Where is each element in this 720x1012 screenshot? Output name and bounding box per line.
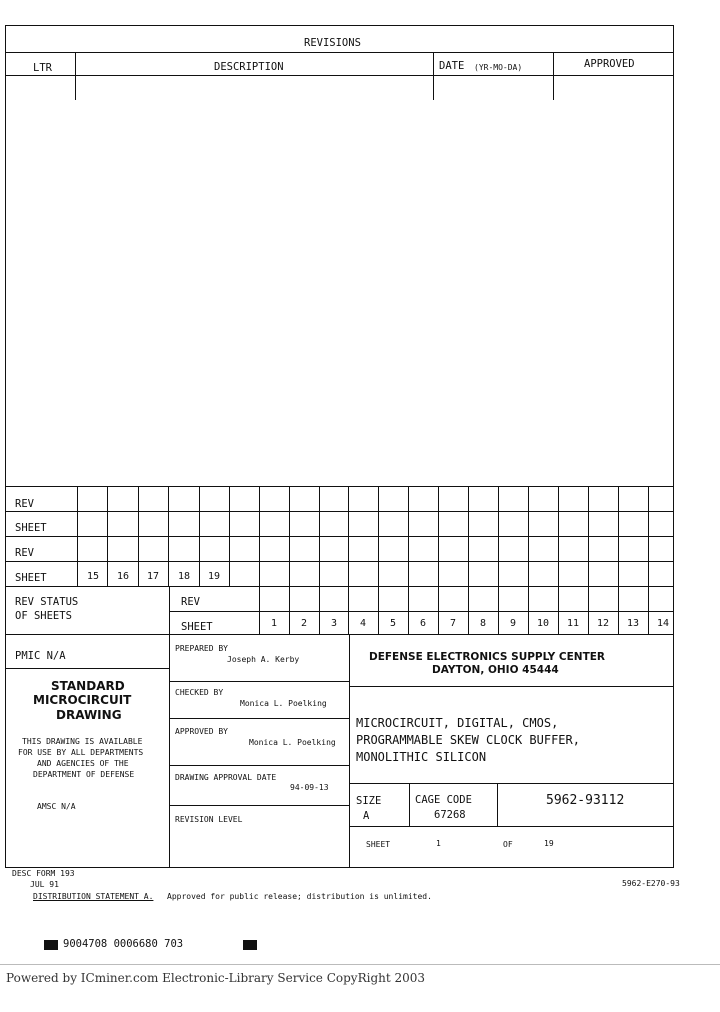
sheet-number-1: 1 xyxy=(270,618,278,629)
approval-date-label: DRAWING APPROVAL DATE xyxy=(175,773,277,782)
availability-text-3: AND AGENCIES OF THE xyxy=(37,759,129,768)
divider xyxy=(5,561,674,562)
divider xyxy=(348,486,349,634)
divider xyxy=(349,686,674,687)
divider xyxy=(5,511,674,512)
document-number: 5962-93112 xyxy=(546,793,625,808)
divider xyxy=(75,52,76,100)
divider xyxy=(319,486,320,634)
form-code: 5962-E270-93 xyxy=(622,879,680,888)
sheet-number-11: 11 xyxy=(566,618,580,629)
sheet-number-12: 12 xyxy=(596,618,610,629)
divider xyxy=(409,783,410,826)
org-address: DAYTON, OHIO 45444 xyxy=(432,664,559,676)
cage-code-label: CAGE CODE xyxy=(415,794,472,806)
barcode-mark-left xyxy=(44,940,58,950)
divider xyxy=(289,486,290,634)
pmic-label: PMIC N/A xyxy=(15,650,66,662)
divider xyxy=(5,52,674,53)
sheet-number-10: 10 xyxy=(536,618,550,629)
barcode-text: 9004708 0006680 703 xyxy=(63,938,184,950)
grid-row-rev-2: REV xyxy=(15,547,34,559)
distribution-text: Approved for public release; distribution is unlimited. xyxy=(167,892,432,901)
divider xyxy=(648,486,649,634)
divider xyxy=(5,668,169,669)
divider xyxy=(5,75,674,76)
availability-text-1: THIS DRAWING IS AVAILABLE xyxy=(22,737,143,746)
divider xyxy=(229,486,230,586)
size-value: A xyxy=(363,810,370,822)
sheet-number-2: 2 xyxy=(300,618,308,629)
divider xyxy=(5,586,674,587)
of-label: OF xyxy=(503,840,513,849)
divider xyxy=(497,783,498,826)
divider xyxy=(433,52,434,100)
divider xyxy=(468,486,469,634)
availability-text-4: DEPARTMENT OF DEFENSE xyxy=(33,770,135,779)
divider xyxy=(169,586,170,634)
sheet-number-4: 4 xyxy=(359,618,367,629)
standard-title-1: STANDARD xyxy=(51,679,125,693)
revisions-col-date: DATE xyxy=(439,60,465,72)
divider xyxy=(408,486,409,634)
revisions-col-description: DESCRIPTION xyxy=(214,61,284,73)
approval-date: 94-09-13 xyxy=(290,783,329,792)
form-number: DESC FORM 193 xyxy=(12,869,75,878)
sheet-number-3: 3 xyxy=(330,618,338,629)
sheet-number-13: 13 xyxy=(626,618,640,629)
prepared-by-label: PREPARED BY xyxy=(175,644,228,653)
divider xyxy=(438,486,439,634)
sheet-number-19: 19 xyxy=(207,571,221,582)
sheet-number-17: 17 xyxy=(146,571,160,582)
availability-text-2: FOR USE BY ALL DEPARTMENTS xyxy=(18,748,144,757)
divider xyxy=(169,805,349,806)
cage-code-value: 67268 xyxy=(434,809,466,821)
distribution-label: DISTRIBUTION STATEMENT A. xyxy=(33,892,154,901)
status-sheet-label: SHEET xyxy=(181,621,213,633)
rev-status-label-2: OF SHEETS xyxy=(15,610,72,622)
sheet-number-14: 14 xyxy=(656,618,670,629)
sheet-value: 1 xyxy=(436,839,441,848)
footer-rule xyxy=(0,964,720,965)
status-rev-label: REV xyxy=(181,596,200,608)
standard-title-3: DRAWING xyxy=(56,708,122,722)
sheet-label: SHEET xyxy=(366,840,391,849)
divider xyxy=(5,634,674,635)
revisions-col-ltr: LTR xyxy=(33,62,52,74)
part-title-3: MONOLITHIC SILICON xyxy=(356,750,487,764)
sheet-number-5: 5 xyxy=(389,618,397,629)
org-name: DEFENSE ELECTRONICS SUPPLY CENTER xyxy=(369,651,606,663)
revisions-title: REVISIONS xyxy=(304,37,361,49)
divider xyxy=(5,536,674,537)
divider xyxy=(498,486,499,634)
approved-by-label: APPROVED BY xyxy=(175,727,228,736)
revision-level-label: REVISION LEVEL xyxy=(175,815,243,824)
checked-by-label: CHECKED BY xyxy=(175,688,224,697)
grid-row-rev-1: REV xyxy=(15,498,34,510)
part-title-2: PROGRAMMABLE SKEW CLOCK BUFFER, xyxy=(356,733,580,747)
sheet-number-8: 8 xyxy=(479,618,487,629)
sheet-number-18: 18 xyxy=(177,571,191,582)
divider xyxy=(558,486,559,634)
barcode-mark-right xyxy=(243,940,257,950)
grid-row-sheet-1: SHEET xyxy=(15,522,47,534)
sheet-number-15: 15 xyxy=(86,571,100,582)
revisions-col-date-format: (YR-MO-DA) xyxy=(474,63,523,72)
sheet-number-6: 6 xyxy=(419,618,427,629)
divider xyxy=(169,765,349,766)
of-value: 19 xyxy=(544,839,554,848)
powered-by: Powered by ICminer.com Electronic-Library Service CopyRight 2003 xyxy=(6,971,426,985)
size-label: SIZE xyxy=(356,795,382,807)
sheet-number-16: 16 xyxy=(116,571,130,582)
divider xyxy=(169,681,349,682)
divider xyxy=(169,611,674,612)
prepared-by-name: Joseph A. Kerby xyxy=(227,655,300,664)
form-date: JUL 91 xyxy=(30,880,59,889)
approved-by-name: Monica L. Poelking xyxy=(249,738,336,747)
part-title-1: MICROCIRCUIT, DIGITAL, CMOS, xyxy=(356,716,559,730)
checked-by-name: Monica L. Poelking xyxy=(240,699,327,708)
divider xyxy=(553,52,554,100)
divider xyxy=(378,486,379,634)
divider xyxy=(259,486,260,634)
divider xyxy=(528,486,529,634)
divider xyxy=(618,486,619,634)
sheet-number-9: 9 xyxy=(509,618,517,629)
grid-row-sheet-2: SHEET xyxy=(15,572,47,584)
sheet-number-7: 7 xyxy=(449,618,457,629)
revisions-col-approved: APPROVED xyxy=(584,58,635,70)
divider xyxy=(349,634,350,868)
divider xyxy=(169,718,349,719)
rev-status-label: REV STATUS xyxy=(15,596,79,608)
divider xyxy=(5,486,674,487)
divider xyxy=(349,783,674,784)
divider xyxy=(349,826,674,827)
divider xyxy=(169,634,170,868)
divider xyxy=(588,486,589,634)
amsc-label: AMSC N/A xyxy=(37,802,76,811)
standard-title-2: MICROCIRCUIT xyxy=(33,693,132,707)
